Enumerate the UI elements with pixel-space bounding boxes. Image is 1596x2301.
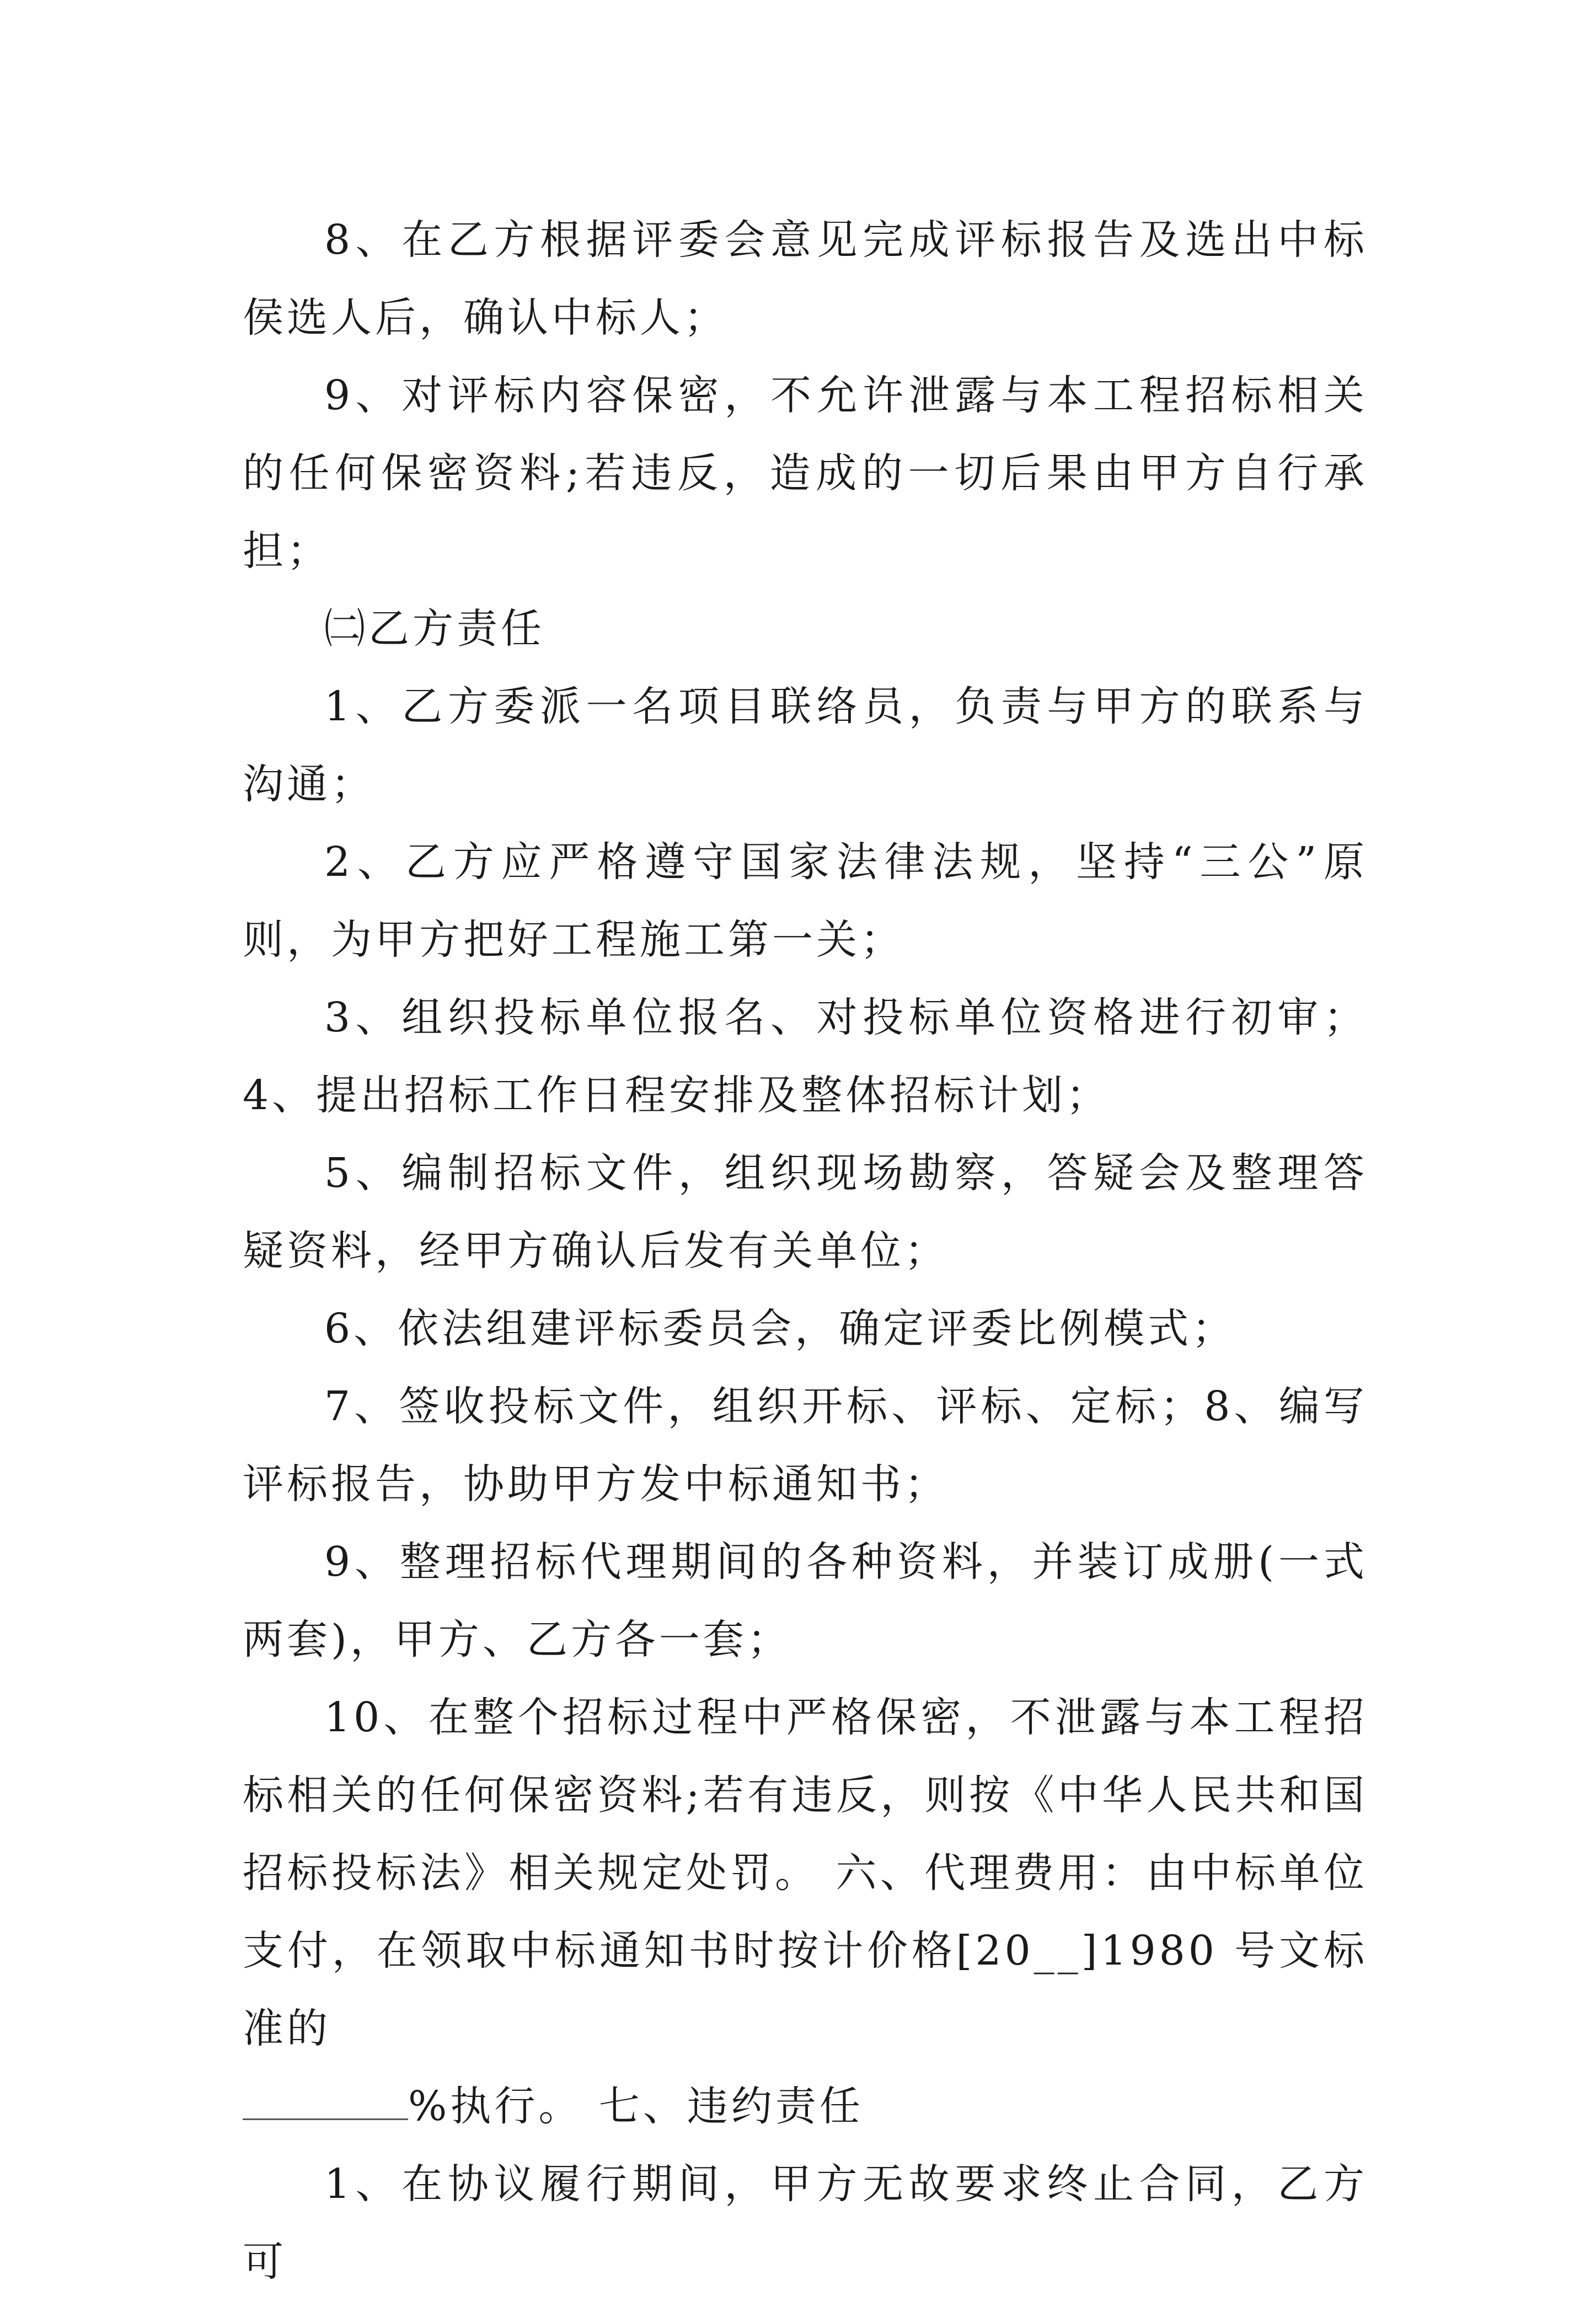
paragraph-1-breach: 1、在协议履行期间，甲方无故要求终止合同，乙方可 <box>243 2160 1368 2286</box>
paragraph-10-confidentiality-fees <box>243 1679 1368 2068</box>
paragraph-9-confidentiality: 9、对评标内容保密，不允许泄露与本工程招标相关的任何保密资料;若违反，造成的一切后果由甲方自行承担； <box>243 372 1368 575</box>
document-body <box>243 201 1368 2301</box>
paragraph-2-compliance: 2、乙方应严格遵守国家法律法规，坚持“三公”原则，为甲方把好工程施工第一关； <box>243 838 1368 964</box>
fee-rate-tail: %执行。 七、违约责任 <box>408 2083 864 2130</box>
section-heading-party-b: ㈡乙方责任 <box>324 605 545 652</box>
paragraph-8-confirm-winner: 8、在乙方根据评委会意见完成评标报告及选出中标侯选人后，确认中标人； <box>243 216 1368 341</box>
paragraph-10-text: 10、在整个招标过程中严格保密，不泄露与本工程招标相关的任何保密资料;若有违反，则按《中华人民共和国招标投标法》相关规定处罚。 六、代理费用：由中标单位支付，在领取中标通知书时按计价格[20__]1980 号文标准的 <box>243 1694 1368 2052</box>
paragraph-1-liaison: 1、乙方委派一名项目联络员，负责与甲方的联系与沟通； <box>243 683 1368 808</box>
paragraph-3-4-registration-plan: 3、组织投标单位报名、对投标单位资格进行初审；4、提出招标工作日程安排及整体招标计划； <box>243 994 1368 1119</box>
paragraph-5-tender-documents: 5、编制招标文件，组织现场勘察，答疑会及整理答疑资料，经甲方确认后发有关单位； <box>243 1149 1368 1275</box>
paragraph-7-8-bid-opening-report: 7、签收投标文件，组织开标、评标、定标；8、编写评标报告，协助甲方发中标通知书； <box>243 1383 1368 1508</box>
paragraph-9-archive-materials: 9、整理招标代理期间的各种资料，并装订成册(一式两套)，甲方、乙方各一套； <box>243 1538 1368 1663</box>
fee-rate-line <box>243 2068 1368 2145</box>
paragraph-6-evaluation-committee: 6、依法组建评标委员会，确定评委比例模式； <box>324 1305 1236 1352</box>
fee-rate-blank <box>243 2080 408 2120</box>
